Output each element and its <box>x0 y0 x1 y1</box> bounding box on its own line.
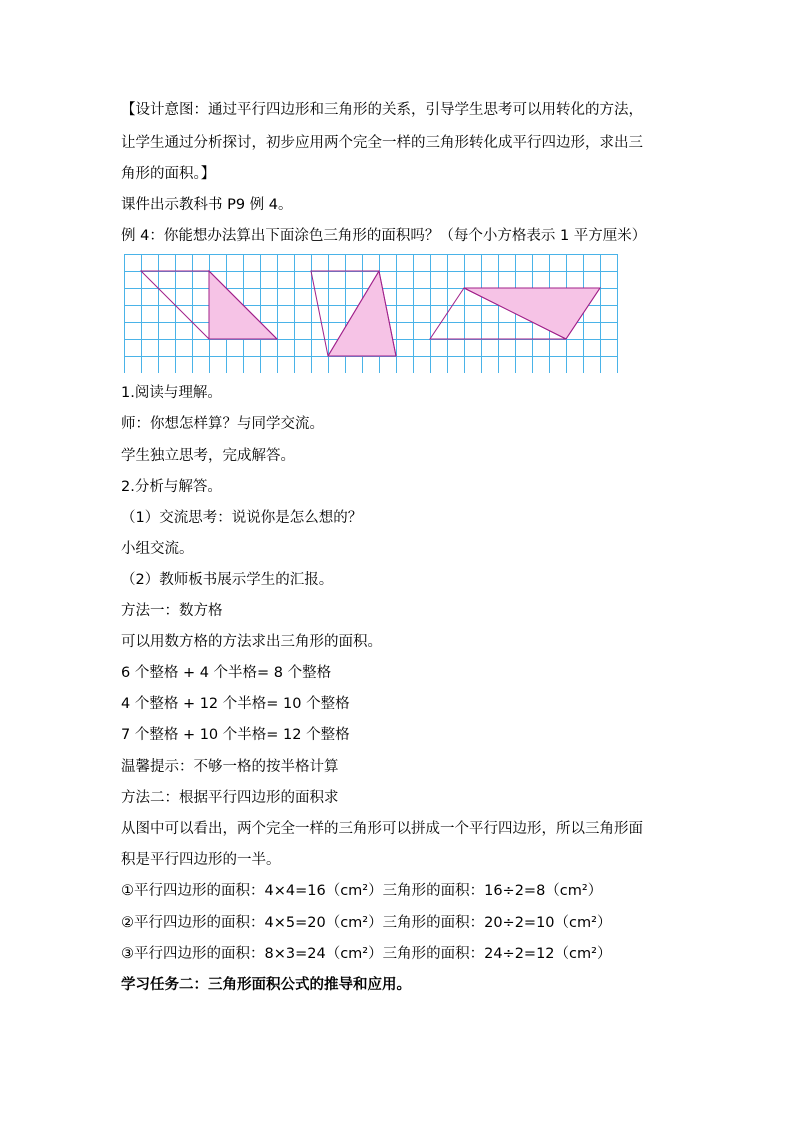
count-result-2: 4 个整格 + 12 个半格= 10 个整格 <box>121 696 350 712</box>
count-result-3: 7 个整格 + 10 个半格= 12 个整格 <box>121 727 350 743</box>
teacher-question: 师：你想怎样算？与同学交流。 <box>121 416 324 432</box>
method-1-desc: 可以用数方格的方法求出三角形的面积。 <box>121 634 382 650</box>
step-2-heading: 2.分析与解答。 <box>121 479 222 495</box>
example-question: 例 4：你能想办法算出下面涂色三角形的面积吗？（每个小方格表示 1 平方厘米） <box>121 228 647 244</box>
design-intent-line-1: 【设计意图：通过平行四边形和三角形的关系，引导学生思考可以用转化的方法， <box>121 102 643 118</box>
design-intent-line-3: 角形的面积。】 <box>121 166 216 182</box>
method-2-heading: 方法二：根据平行四边形的面积求 <box>121 790 339 806</box>
calculation-3: ③平行四边形的面积：8×3=24（cm²）三角形的面积：24÷2=12（cm²） <box>121 946 612 962</box>
calculation-1: ①平行四边形的面积：4×4=16（cm²）三角形的面积：16÷2=8（cm²） <box>121 883 603 899</box>
grid-figure <box>124 254 620 373</box>
student-activity: 学生独立思考，完成解答。 <box>121 448 295 464</box>
step-1-heading: 1.阅读与理解。 <box>121 385 222 401</box>
method-2-desc-1: 从图中可以看出，两个完全一样的三角形可以拼成一个平行四边形，所以三角形面 <box>121 821 643 837</box>
courseware-line: 课件出示教科书 P9 例 4。 <box>121 197 293 213</box>
tip-line: 温馨提示：不够一格的按半格计算 <box>121 759 339 775</box>
method-1-heading: 方法一：数方格 <box>121 603 223 619</box>
task-2-heading: 学习任务二：三角形面积公式的推导和应用。 <box>121 977 411 993</box>
design-intent-line-2: 让学生通过分析探讨，初步应用两个完全一样的三角形转化成平行四边形，求出三 <box>121 135 643 151</box>
teacher-board: （2）教师板书展示学生的汇报。 <box>121 572 334 588</box>
discussion-prompt: （1）交流思考：说说你是怎么想的？ <box>121 510 363 526</box>
count-result-1: 6 个整格 + 4 个半格= 8 个整格 <box>121 665 332 681</box>
method-2-desc-2: 积是平行四边形的一半。 <box>121 852 281 868</box>
calculation-2: ②平行四边形的面积：4×5=20（cm²）三角形的面积：20÷2=10（cm²） <box>121 915 612 931</box>
group-discussion: 小组交流。 <box>121 541 194 557</box>
